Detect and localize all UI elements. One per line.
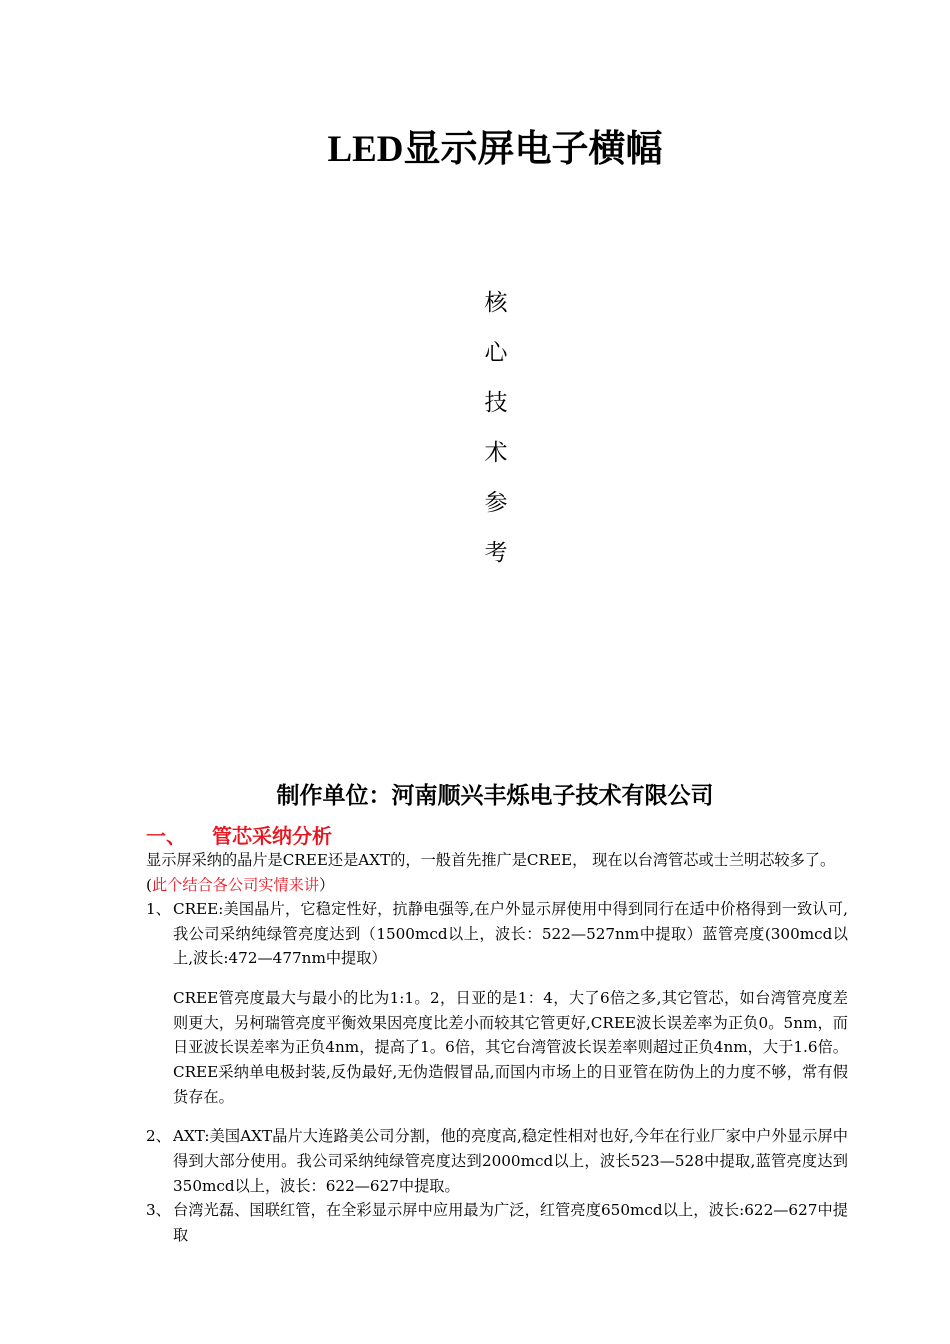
section-heading bbox=[146, 818, 332, 850]
vertical-char: 技 bbox=[484, 390, 508, 416]
section-number: 一、 bbox=[146, 823, 186, 848]
section-heading-text: 管芯采纳分析 bbox=[212, 823, 332, 848]
list-item-extra: CREE管亮度最大与最小的比为1:1。2，日亚的是1：4，大了6倍之多,其它管芯，如台湾管亮度差则更大，另柯瑞管亮度平衡效果因亮度比差小而较其它管更好,CREE波长误差率为正负0。5nm，而日亚波长误差率为正负4nm，提高了1。6倍，其它台湾管波长误差率则超过正负4nm，大于1.6倍。CREE采纳单电极封装,反伪最好,无伪造假冒品,而国内市场上的日亚管在防伪上的力度不够，常有假货存在。 bbox=[173, 989, 848, 1106]
intro-paragraph bbox=[146, 848, 848, 897]
list-marker: 3、 bbox=[146, 1201, 171, 1220]
section-body bbox=[146, 848, 848, 1247]
list-item-text: 台湾光磊、国联红管，在全彩显示屏中应用最为广泛，红管亮度650mcd以上，波长:622—627中提取 bbox=[173, 1201, 848, 1244]
intro-close: ） bbox=[319, 875, 335, 894]
list-item-text: AXT:美国AXT晶片大连路美公司分割，他的亮度高,稳定性相对也好,今年在行业厂家中户外显示屏中得到大部分使用。我公司采纳纯绿管亮度达到2000mcd以上，波长523—528中提取,蓝管亮度达到350mcd以上，波长：622—627中提取。 bbox=[173, 1127, 848, 1195]
list-item bbox=[146, 1198, 848, 1247]
list-item bbox=[146, 1124, 848, 1198]
vertical-subtitle bbox=[472, 278, 520, 578]
list-marker: 1、 bbox=[146, 900, 171, 919]
vertical-char: 核 bbox=[484, 290, 508, 316]
intro-note: 此个结合各公司实情来讲 bbox=[151, 875, 319, 894]
maker-line: 制作单位：河南顺兴丰烁电子技术有限公司 bbox=[276, 783, 714, 809]
vertical-char: 心 bbox=[484, 340, 508, 366]
vertical-char: 参 bbox=[484, 490, 508, 516]
vertical-char: 考 bbox=[484, 540, 508, 566]
document-title: LED显示屏电子横幅 bbox=[327, 129, 663, 170]
list-marker: 2、 bbox=[146, 1127, 171, 1146]
list-item-text: CREE:美国晶片，它稳定性好，抗静电强等,在户外显示屏使用中得到同行在适中价格得到一致认可,我公司采纳纯绿管亮度达到（1500mcd以上，波长：522—527nm中提取）蓝管亮度(300mcd以上,波长:472—477nm中提取） bbox=[173, 900, 848, 968]
intro-text: 显示屏采纳的晶片是CREE还是AXT的，一般首先推广是CREE， 现在以台湾管芯或士兰明芯较多了。( bbox=[146, 851, 836, 894]
list-item bbox=[146, 897, 848, 971]
vertical-char: 术 bbox=[484, 440, 508, 466]
